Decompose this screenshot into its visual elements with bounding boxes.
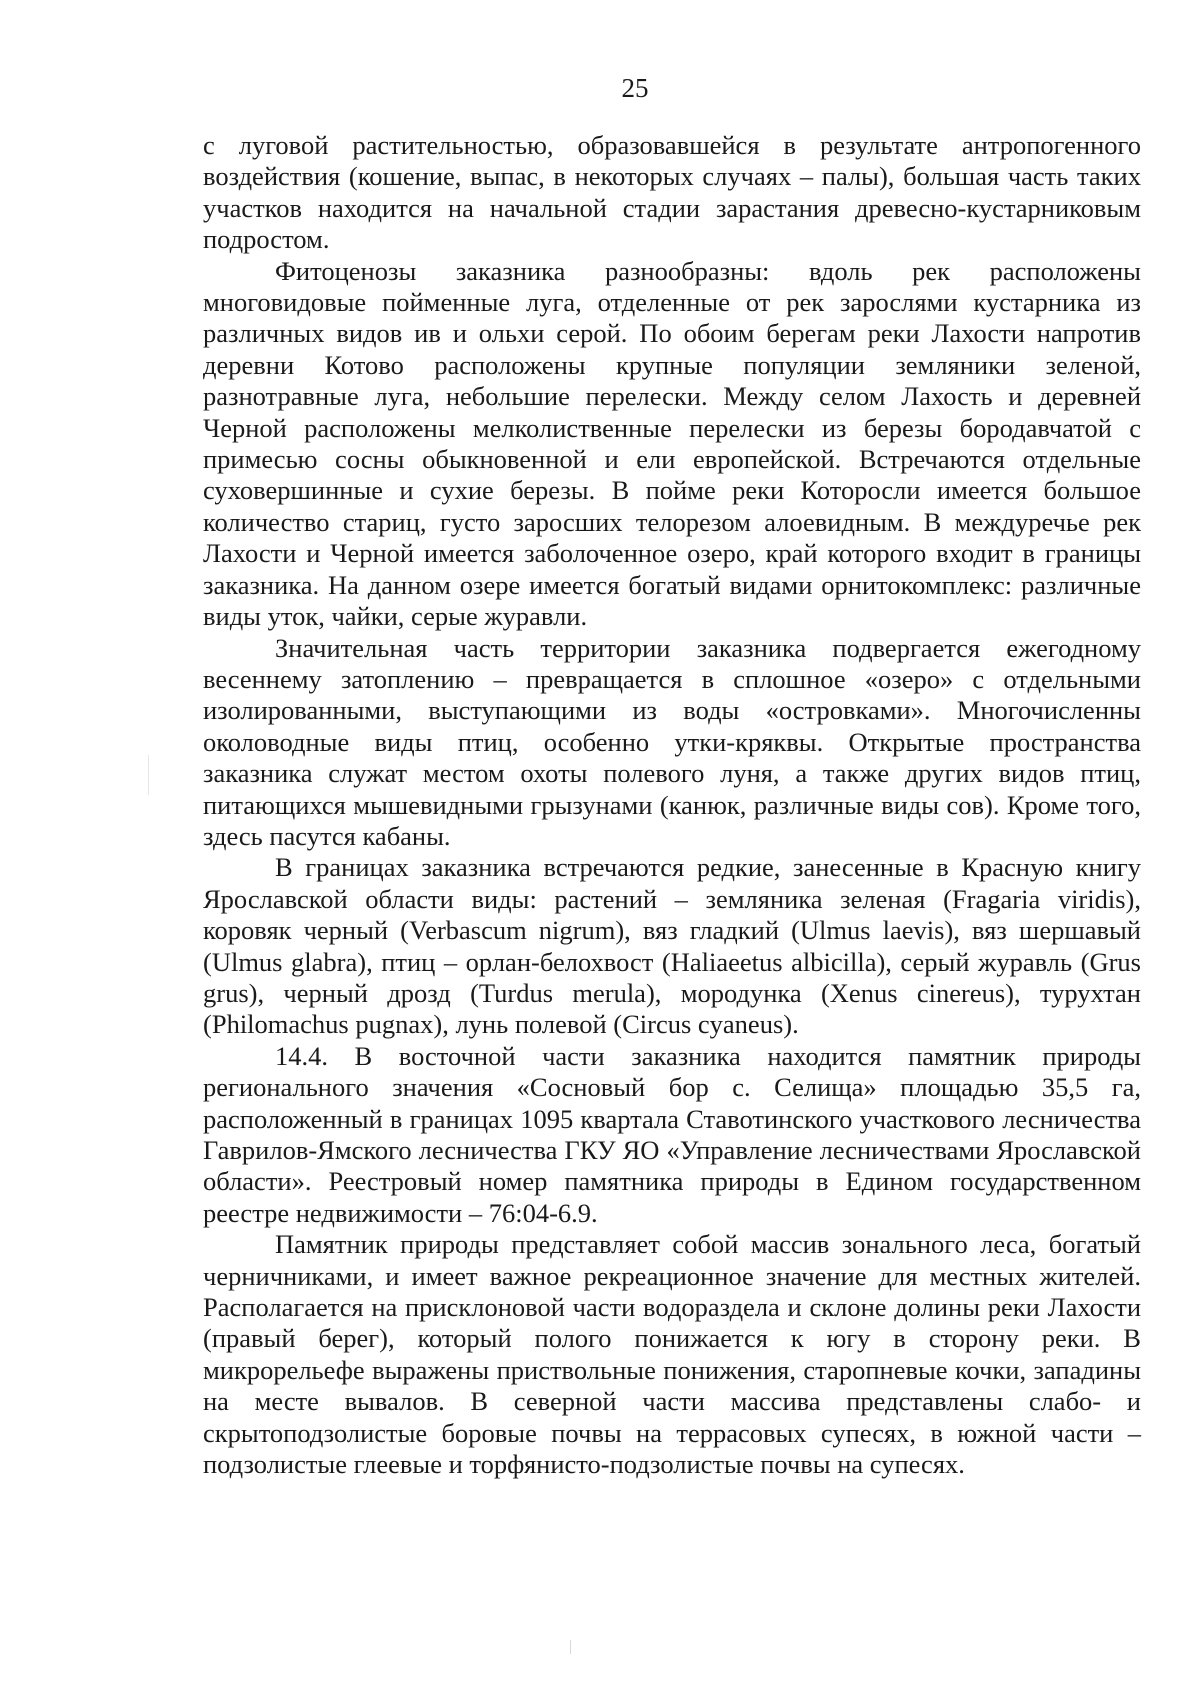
- paragraph-natural-monument: 14.4. В восточной части заказника находится памятник природы регионального значения «Сосновый бор с. Селища» площадью 35,5 га, расположенный в границах 1095 квартала Ставотинского участкового лесничества Гаврилов-Ямского лесничества ГКУ ЯО «Управление лесничествами Ярославской области». Реестровый номер памятника природы в Едином государственном реестре недвижимости – 76:04-6.9.: [203, 1040, 1141, 1228]
- scan-margin-mark: [148, 755, 149, 795]
- paragraph-spring-flooding: Значительная часть территории заказника подвергается ежегодному весеннему затоплению – превращается в сплошное «озеро» с отдельными изолированными, выступающими из воды «островками». Многочисленны околоводные виды птиц, особенно утки-кряквы. Открытые пространства заказника служат местом охоты полевого луня, а также других видов птиц, питающихся мышевидными грызунами (канюк, различные виды сов). Кроме того, здесь пасутся кабаны.: [203, 632, 1141, 851]
- paragraph-rare-species: В границах заказника встречаются редкие, занесенные в Красную книгу Ярославской области виды: растений – земляника зеленая (Fragaria viridis), коровяк черный (Verbascum nigrum), вяз гладкий (Ulmus laevis), вяз шершавый (Ulmus glabra), птиц – орлан-белохвост (Haliaeetus albicilla), серый журавль (Grus grus), черный дрозд (Turdus merula), мородунка (Xenus cinereus), турухтан (Philomachus pugnax), лунь полевой (Circus cyaneus).: [203, 852, 1141, 1040]
- body-text: [203, 130, 1141, 1480]
- page-number: 25: [621, 73, 649, 103]
- paragraph-monument-description: Памятник природы представляет собой массив зонального леса, богатый черничниками, и имеет важное рекреационное значение для местных жителей. Располагается на присклоновой части водораздела и склоне долины реки Лахости (правый берег), который полого понижается к югу в сторону реки. В микрорельефе выражены приствольные понижения, старопневые кочки, западины на месте вывалов. В северной части массива представлены слабо- и скрытоподзолистые боровые почвы на террасовых супесях, в южной части – подзолистые глеевые и торфянисто-подзолистые почвы на супесях.: [203, 1229, 1141, 1480]
- scan-artifact-mark: [570, 1640, 571, 1654]
- paragraph-meadow-vegetation: с луговой растительностью, образовавшейся в результате антропогенного воздействия (кошение, выпас, в некоторых случаях – палы), большая часть таких участков находится на начальной стадии зарастания древесно-кустарниковым подростом.: [203, 130, 1141, 255]
- paragraph-phytocenoses: Фитоценозы заказника разнообразны: вдоль рек расположены многовидовые пойменные луга, отделенные от рек зарослями кустарника из различных видов ив и ольхи серой. По обоим берегам реки Лахости напротив деревни Котово расположены крупные популяции земляники зеленой, разнотравные луга, небольшие перелески. Между селом Лахость и деревней Черной расположены мелколиственные перелески из березы бородавчатой с примесью сосны обыкновенной и ели европейской. Встречаются отдельные суховершинные и сухие березы. В пойме реки Которосли имеется большое количество стариц, густо заросших телорезом алоевидным. В междуречье рек Лахости и Черной имеется заболоченное озеро, край которого входит в границы заказника. На данном озере имеется богатый видами орнитокомплекс: различные виды уток, чайки, серые журавли.: [203, 255, 1141, 632]
